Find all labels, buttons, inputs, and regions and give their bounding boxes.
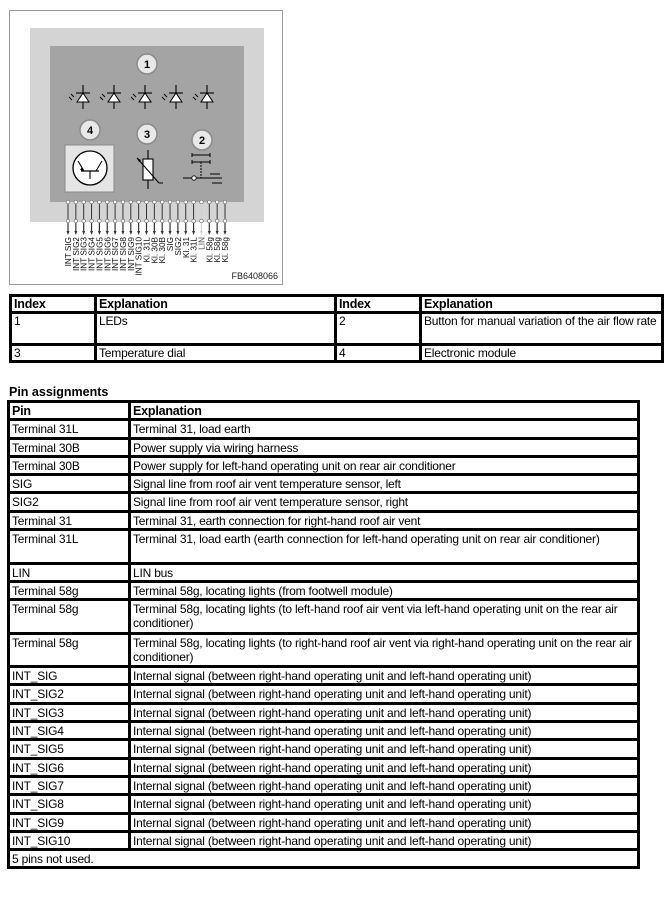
explanation-cell: Power supply for left-hand operating unit on rear air conditioner <box>130 456 639 474</box>
pin-label: SIG <box>166 237 176 252</box>
pin-cell: Terminal 30B <box>9 438 130 456</box>
header-explanation: Explanation <box>130 402 639 420</box>
pin-table-body <box>9 420 639 850</box>
table-row <box>9 456 639 474</box>
pin-cell: INT_SIG3 <box>9 703 130 721</box>
explanation-cell: Terminal 58g, locating lights (from footwell module) <box>130 581 639 599</box>
pin-cell: INT_SIG <box>9 667 130 685</box>
header-explanation: Explanation <box>421 296 663 313</box>
explanation-cell: Signal line from roof air vent temperature sensor, left <box>130 475 639 493</box>
circuit-schematic <box>10 11 282 284</box>
pin-label: Kl. 31L <box>189 237 199 263</box>
pin-label: INT SIG8 <box>118 237 128 271</box>
callout-4 <box>80 120 100 140</box>
pin-label: INT SIG7 <box>111 237 121 271</box>
pin-assignments-title: Pin assignments <box>9 385 109 399</box>
table-row <box>9 600 639 634</box>
table-row <box>9 813 639 831</box>
pin-cell: Terminal 58g <box>9 581 130 599</box>
table-row <box>9 530 639 564</box>
pin-label: INT SIG9 <box>126 237 136 271</box>
pin-table-header <box>9 402 639 420</box>
table-row <box>9 667 639 685</box>
pin-label: Kl. 58g <box>221 237 230 263</box>
explanation-cell: Terminal 31, load earth (earth connection for left-hand operating unit on rear air conditioner) <box>130 530 639 564</box>
pin-table-footer <box>9 850 639 868</box>
table-row <box>9 795 639 813</box>
explanation-cell: Internal signal (between right-hand operating unit and left-hand operating unit) <box>130 776 639 794</box>
pin-label: INT SIG6 <box>103 237 113 271</box>
unused-pins-note: 5 pins not used. <box>9 850 639 868</box>
header-index: Index <box>11 296 96 313</box>
pin-cell: SIG <box>9 475 130 493</box>
table-row <box>9 722 639 740</box>
pin-label: LIN <box>197 237 207 250</box>
pin-cell: Terminal 31L <box>9 530 130 564</box>
transistor-icon <box>65 145 114 192</box>
index-table-header <box>11 296 663 313</box>
explanation-cell: LIN bus <box>130 563 639 581</box>
explanation-cell: Temperature dial <box>96 345 336 362</box>
pin-label: INT SIG2 <box>71 237 81 271</box>
pin-label: SIG2 <box>173 237 183 256</box>
table-row <box>9 581 639 599</box>
explanation-cell: Terminal 31, load earth <box>130 420 639 438</box>
pin-cell: LIN <box>9 563 130 581</box>
pin-cell: Terminal 58g <box>9 600 130 634</box>
table-row <box>9 831 639 849</box>
table-row <box>9 438 639 456</box>
explanation-cell: Internal signal (between right-hand operating unit and left-hand operating unit) <box>130 831 639 849</box>
explanation-cell: Internal signal (between right-hand operating unit and left-hand operating unit) <box>130 703 639 721</box>
explanation-cell: Internal signal (between right-hand operating unit and left-hand operating unit) <box>130 722 639 740</box>
pin-cell: INT_SIG6 <box>9 758 130 776</box>
table-row <box>9 633 639 667</box>
explanation-cell: LEDs <box>96 313 336 345</box>
header-index: Index <box>336 296 421 313</box>
pin-label: INT SIG10 <box>134 237 144 276</box>
pin-label: Kl. 30B <box>158 237 168 264</box>
index-cell: 1 <box>11 313 96 345</box>
table-row <box>9 475 639 493</box>
explanation-cell: Terminal 31, earth connection for right-hand roof air vent <box>130 511 639 529</box>
explanation-cell: Signal line from roof air vent temperature sensor, right <box>130 493 639 511</box>
explanation-cell: Terminal 58g, locating lights (to left-hand roof air vent via left-hand operating unit on the rear air conditioner) <box>130 600 639 634</box>
explanation-cell: Internal signal (between right-hand operating unit and left-hand operating unit) <box>130 740 639 758</box>
table-row <box>9 685 639 703</box>
index-cell: 2 <box>336 313 421 345</box>
explanation-cell: Electronic module <box>421 345 663 362</box>
table-row <box>9 563 639 581</box>
svg-text:2: 2 <box>198 135 206 147</box>
pin-cell: Terminal 58g <box>9 633 130 667</box>
index-cell: 4 <box>336 345 421 362</box>
pin-label: Kl. 31L <box>142 237 152 263</box>
pin-cell: SIG2 <box>9 493 130 511</box>
pin-label: INT SIG5 <box>95 237 105 271</box>
pin-cell: INT_SIG8 <box>9 795 130 813</box>
table-row <box>9 703 639 721</box>
pin-cell: INT_SIG10 <box>9 831 130 849</box>
table-row <box>11 313 663 345</box>
pin-cell: Terminal 30B <box>9 456 130 474</box>
pin-cell: Terminal 31L <box>9 420 130 438</box>
table-row <box>9 511 639 529</box>
pin-cell: INT_SIG2 <box>9 685 130 703</box>
pin-cell: INT_SIG7 <box>9 776 130 794</box>
pin-cell: INT_SIG4 <box>9 722 130 740</box>
pin-cell: Terminal 31 <box>9 511 130 529</box>
figure-code: FB6408066 <box>231 271 278 281</box>
svg-text:1: 1 <box>143 59 151 71</box>
explanation-cell: Button for manual variation of the air flow rate <box>421 313 663 345</box>
svg-text:4: 4 <box>86 125 94 137</box>
pin-label: Kl. 58g <box>205 237 215 263</box>
explanation-cell: Terminal 58g, locating lights (to right-hand roof air vent via right-hand operating unit on the rear air conditioner) <box>130 633 639 667</box>
header-explanation: Explanation <box>96 296 336 313</box>
callout-2 <box>192 130 212 150</box>
table-row <box>9 493 639 511</box>
pin-label: Kl. 58g <box>213 237 223 263</box>
pin-cell: INT_SIG9 <box>9 813 130 831</box>
pin-label: INT SIG3 <box>79 237 89 271</box>
svg-text:3: 3 <box>143 129 151 141</box>
index-table <box>9 294 664 363</box>
explanation-cell: Power supply via wiring harness <box>130 438 639 456</box>
explanation-cell: Internal signal (between right-hand operating unit and left-hand operating unit) <box>130 667 639 685</box>
pin-label: Kl. 31 <box>181 237 191 258</box>
callout-3 <box>137 124 157 144</box>
table-row <box>9 420 639 438</box>
explanation-cell: Internal signal (between right-hand operating unit and left-hand operating unit) <box>130 813 639 831</box>
index-cell: 3 <box>11 345 96 362</box>
operating-unit-diagram <box>9 10 283 285</box>
header-pin: Pin <box>9 402 130 420</box>
pin-cell: INT_SIG5 <box>9 740 130 758</box>
pin-label: INT SIG4 <box>87 237 97 271</box>
explanation-cell: Internal signal (between right-hand operating unit and left-hand operating unit) <box>130 685 639 703</box>
table-row <box>11 345 663 362</box>
table-row <box>9 758 639 776</box>
callout-1 <box>137 54 157 74</box>
pin-label: Kl. 30B <box>150 237 160 264</box>
table-row <box>9 740 639 758</box>
explanation-cell: Internal signal (between right-hand operating unit and left-hand operating unit) <box>130 795 639 813</box>
pin-assignments-table <box>7 400 640 869</box>
pin-label: INT SIG <box>64 237 73 267</box>
table-row <box>9 776 639 794</box>
explanation-cell: Internal signal (between right-hand operating unit and left-hand operating unit) <box>130 758 639 776</box>
